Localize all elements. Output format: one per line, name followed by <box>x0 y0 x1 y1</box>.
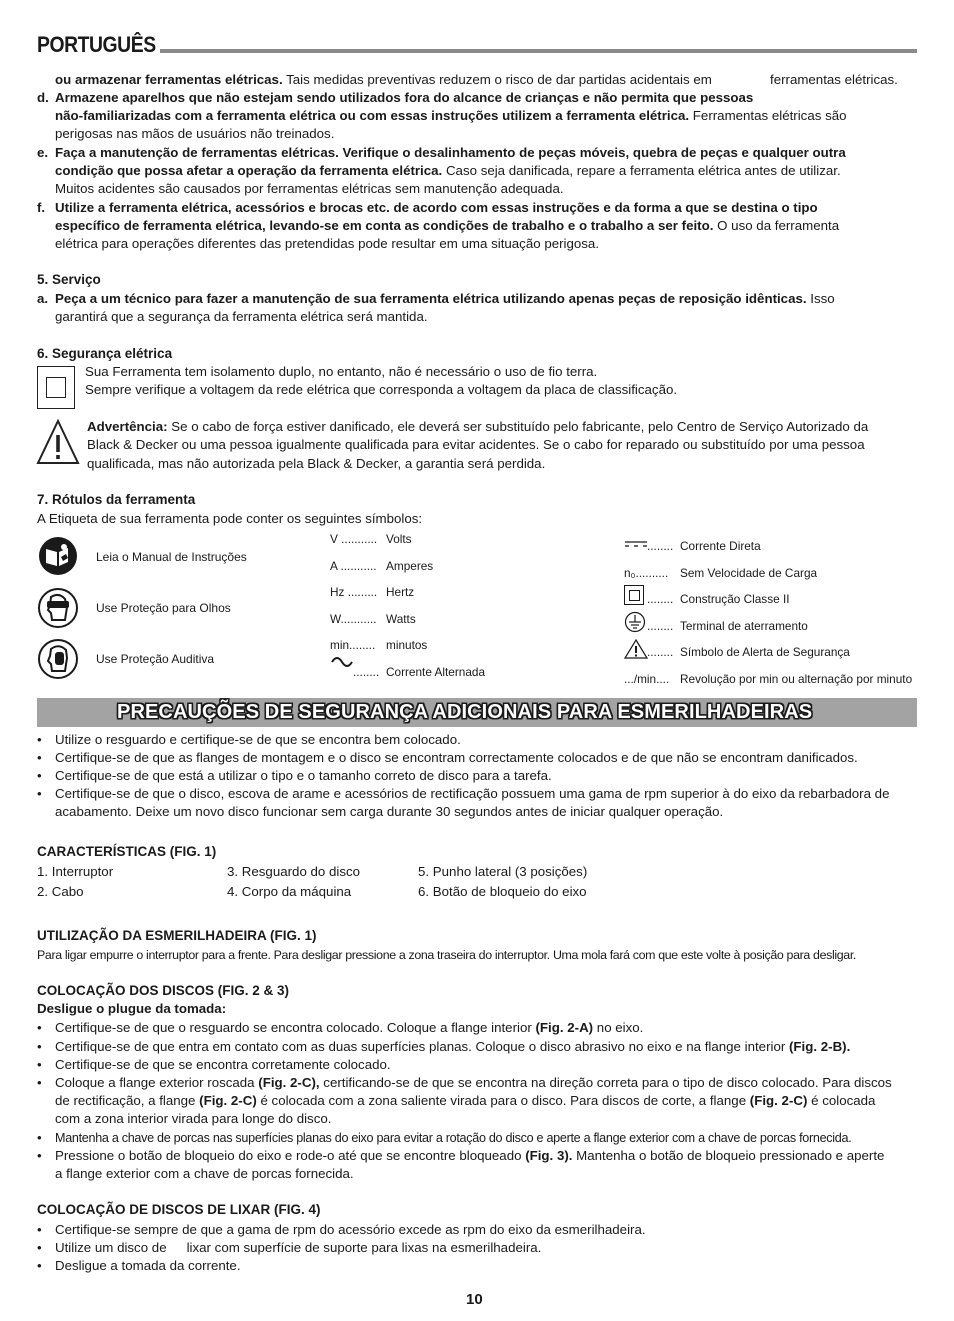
text: lixar com superfície de suporte para lixas na esmerilhadeira. <box>186 1240 542 1255</box>
item-f-line-1: Utilize a ferramenta elétrica, acessórios e brocas etc. de acordo com essas instruções e da forma a que se destina o tipo <box>55 200 818 215</box>
page-number: 10 <box>466 1291 483 1308</box>
warning-line-2: Black & Decker ou uma pessoa igualmente qualificada para evitar acidentes. Se o cabo for reparado ou substituído por uma pessoa <box>87 437 865 452</box>
page-title: PORTUGUÊS <box>37 32 156 57</box>
warning-label: Advertência: <box>87 419 168 434</box>
caracteristicas-heading: CARACTERÍSTICAS (FIG. 1) <box>37 844 217 859</box>
text: Pressione o botão de bloqueio do eixo e rode-o até que se encontre bloqueado <box>55 1148 522 1163</box>
servico-a-letter: a. <box>37 291 49 306</box>
bullet: • <box>37 1240 42 1255</box>
item-e-letter: e. <box>37 145 49 160</box>
unit-label-minutes: minutos <box>386 638 428 652</box>
bullet: • <box>37 1039 42 1054</box>
safety-alert-icon <box>624 638 648 660</box>
icon-label-ear: Use Proteção Auditiva <box>96 652 215 666</box>
item-f-letter: f. <box>37 200 46 215</box>
servico-a-line-2: garantirá que a segurança da ferramenta elétrica será mantida. <box>55 309 428 324</box>
bullet: • <box>37 1020 42 1035</box>
item-d-bold: não-familiarizadas com a ferramenta elétrica ou com essas instruções utilizem a ferramenta elétrica. <box>55 108 690 123</box>
bullet: • <box>37 1222 42 1237</box>
item-f-line-2 <box>55 217 839 235</box>
unit-symbol-volts: V ........... <box>330 532 378 546</box>
symbol-label-dc: Corrente Direta <box>680 539 761 553</box>
symbol-no-load: n₀.......... <box>624 566 669 580</box>
utilizacao-heading: UTILIZAÇÃO DA ESMERILHADEIRA (FIG. 1) <box>37 928 317 943</box>
feature-item: 4. Corpo da máquina <box>227 884 352 899</box>
item-d-line-2 <box>55 107 847 125</box>
colocacao-item-6-line-2: a flange exterior com a chave de porcas fornecida. <box>55 1166 354 1181</box>
bullet: • <box>37 1057 42 1072</box>
servico-heading: 5. Serviço <box>37 272 101 287</box>
colocacao-item-6-line-1 <box>55 1147 884 1165</box>
earth-terminal-icon <box>624 611 646 633</box>
text: Utilize um disco de <box>55 1240 167 1255</box>
unit-label-amperes: Amperes <box>386 559 434 573</box>
feature-item: 1. Interruptor <box>37 864 114 879</box>
servico-a-bold: Peça a um técnico para fazer a manutenção de sua ferramenta elétrica utilizando apenas peças de reposição idênticas. <box>55 291 807 306</box>
precaucao-item-4-line-2: acabamento. Deixe um novo disco funcionar sem carga durante 30 segundos antes de iniciar qualquer operação. <box>55 804 724 819</box>
item-d-letter: d. <box>37 90 49 105</box>
servico-a-text: Isso <box>810 291 835 306</box>
bullet: • <box>37 768 42 783</box>
symbol-class-ii-dots: ........ <box>647 592 674 606</box>
bullet: • <box>37 1258 42 1273</box>
bullet: • <box>37 1148 42 1163</box>
class-ii-small-icon <box>624 585 644 605</box>
symbol-dc-dots: ........ <box>647 539 674 553</box>
icon-label-manual: Leia o Manual de Instruções <box>96 550 247 564</box>
fig-ref: (Fig. 2-C) <box>199 1093 257 1108</box>
feature-item: 2. Cabo <box>37 884 84 899</box>
direct-current-icon <box>624 540 648 548</box>
precaucao-item-3: Certifique-se de que está a utilizar o tipo e o tamanho correto de disco para a tarefa. <box>55 768 552 783</box>
intro-line-1-right: ferramentas elétricas. <box>770 72 898 87</box>
colocacao-item-4-line-3: com a zona interior virada para longe do disco. <box>55 1111 332 1126</box>
servico-a-line-1 <box>55 290 835 308</box>
symbol-label-alert: Símbolo de Alerta de Segurança <box>680 645 850 659</box>
text: Certifique-se de que o resguardo se encontra colocado. Coloque a flange interior <box>55 1020 532 1035</box>
bullet: • <box>37 1075 42 1090</box>
symbol-label-no-load: Sem Velocidade de Carga <box>680 566 818 580</box>
colocacao-item-1 <box>55 1019 643 1037</box>
fig-ref: (Fig. 3). <box>525 1148 573 1163</box>
fig-ref: (Fig. 2-C) <box>749 1093 808 1108</box>
manual-icon <box>37 535 79 577</box>
precaucao-item-2: Certifique-se de que as flanges de montagem e o disco se encontram correctamente colocados e de que não se encontram danificados. <box>55 750 858 765</box>
lixar-item-3: Desligue a tomada da corrente. <box>55 1258 241 1273</box>
seguranca-line-1: Sua Ferramenta tem isolamento duplo, no entanto, não é necessário o uso de fio terra. <box>85 364 598 379</box>
fig-ref: (Fig. 2-C), <box>258 1075 320 1090</box>
precaucao-item-1: Utilize o resguardo e certifique-se de que se encontra bem colocado. <box>55 732 461 747</box>
rotulos-intro: A Etiqueta de sua ferramenta pode conter os seguintes símbolos: <box>37 511 423 526</box>
symbol-per-min: .../min.... <box>624 672 670 686</box>
feature-item: 6. Botão de bloqueio do eixo <box>418 884 587 899</box>
feature-item: 5. Punho lateral (3 posições) <box>418 864 588 879</box>
colocacao-item-2 <box>55 1038 850 1056</box>
text: é colocada <box>811 1093 876 1108</box>
colocacao-item-3: Certifique-se de que se encontra corretamente colocado. <box>55 1057 391 1072</box>
item-f-text: O uso da ferramenta <box>717 218 840 233</box>
warning-line-1 <box>87 418 868 436</box>
unit-symbol-ac: ........ <box>353 665 380 679</box>
fig-ref: (Fig. 2-A) <box>535 1020 594 1035</box>
unit-symbol-amperes: A ........... <box>330 559 377 573</box>
text: certificando-se de que se encontra na direção correta para o tipo de disco colocado. Para discos <box>323 1075 892 1090</box>
text: Coloque a flange exterior roscada <box>55 1075 255 1090</box>
seguranca-line-2: Sempre verifique a voltagem da rede elétrica que corresponda a voltagem da placa de classificação. <box>85 382 678 397</box>
colocacao-item-5: Mantenha a chave de porcas nas superfícies planas do eixo para evitar a rotação do disco e aperte a flange exterior com a chave de porcas fornecida. <box>55 1131 852 1145</box>
item-e-bold: condição que possa afetar a operação da ferramenta elétrica. <box>55 163 443 178</box>
header-rule <box>160 49 917 53</box>
bullet: • <box>37 1130 42 1145</box>
rotulos-heading: 7. Rótulos da ferramenta <box>37 492 196 507</box>
utilizacao-text: Para ligar empurre o interruptor para a frente. Para desligar pressione a zona traseira do interruptor. Uma mola fará com que este volte à posição para desligar. <box>37 948 857 962</box>
precaucao-item-4-line-1: Certifique-se de que o disco, escova de arame e acessórios de rectificação possuem uma gama de rpm superior à do eixo da rebarbadora de <box>55 786 890 801</box>
unit-label-hertz: Hertz <box>386 585 415 599</box>
intro-line-1 <box>55 71 712 89</box>
banner-title: PRECAUÇÕES DE SEGURANÇA ADICIONAIS PARA ESMERILHADEIRAS <box>117 701 813 723</box>
unit-symbol-minutes: min........ <box>330 638 376 652</box>
text: é colocada com a zona saliente virada para o disco. Para discos de corte, a flange <box>260 1093 747 1108</box>
unit-label-ac: Corrente Alternada <box>386 665 486 679</box>
item-e-line-1: Faça a manutenção de ferramentas elétricas. Verifique o desalinhamento de peças móveis, quebra de peças e qualquer outra <box>55 145 846 160</box>
colocacao-item-4-line-1 <box>55 1074 892 1092</box>
colocacao-subheading: Desligue o plugue da tomada: <box>37 1001 227 1016</box>
seguranca-heading: 6. Segurança elétrica <box>37 346 173 361</box>
colocacao-heading: COLOCAÇÃO DOS DISCOS (FIG. 2 & 3) <box>37 983 290 998</box>
lixar-heading: COLOCAÇÃO DE DISCOS DE LIXAR (FIG. 4) <box>37 1202 321 1217</box>
unit-symbol-hertz: Hz ......... <box>330 585 378 599</box>
bullet: • <box>37 732 42 747</box>
text: Mantenha o botão de bloqueio pressionado e aperte <box>576 1148 885 1163</box>
text: Certifique-se de que entra em contato com as duas superfícies planas. Coloque o disco abrasivo no eixo e na flange interior <box>55 1039 786 1054</box>
item-d-line-3: perigosas nas mãos de usuários não treinados. <box>55 126 335 141</box>
unit-label-volts: Volts <box>386 532 412 546</box>
text: de rectificação, a flange <box>55 1093 196 1108</box>
item-d-line-1: Armazene aparelhos que não estejam sendo utilizados fora do alcance de crianças e não permita que pessoas <box>55 90 754 105</box>
warning-line-3: qualificada, mas não autorizada pela Black & Decker, a garantia será perdida. <box>87 456 546 471</box>
item-e-line-2 <box>55 162 841 180</box>
symbol-earth-dots: ........ <box>647 619 674 633</box>
bullet: • <box>37 786 42 801</box>
text: no eixo. <box>596 1020 644 1035</box>
item-e-text: Caso seja danificada, repare a ferramenta elétrica antes de utilizar. <box>445 163 841 178</box>
icon-label-eye: Use Proteção para Olhos <box>96 601 231 615</box>
item-f-line-3: elétrica para operações diferentes das pretendidas pode resultar em uma situação perigosa. <box>55 236 600 251</box>
intro-text: Tais medidas preventivas reduzem o risco de dar partidas acidentais em <box>286 72 712 87</box>
intro-bold: ou armazenar ferramentas elétricas. <box>55 72 283 87</box>
symbol-label-per-min: Revolução por min ou alternação por minuto <box>680 672 913 686</box>
unit-label-watts: Watts <box>386 612 416 626</box>
class-ii-icon <box>37 366 75 409</box>
item-f-bold: específico de ferramenta elétrica, levando-se em conta as condições de trabalho e o trabalho a ser feito. <box>55 218 714 233</box>
lixar-item-1: Certifique-se sempre de que a gama de rpm do acessório excede as rpm do eixo da esmerilhadeira. <box>55 1222 646 1237</box>
fig-ref: (Fig. 2-B). <box>788 1039 851 1054</box>
symbol-label-class-ii: Construção Classe II <box>680 592 790 606</box>
bullet: • <box>37 750 42 765</box>
lixar-item-2 <box>55 1239 541 1257</box>
colocacao-item-4-line-2 <box>55 1092 875 1110</box>
eye-protection-icon <box>37 587 79 629</box>
item-e-line-3: Muitos acidentes são causados por ferramentas elétricas sem manutenção adequada. <box>55 181 564 196</box>
warning-triangle-icon <box>36 418 80 466</box>
feature-item: 3. Resguardo do disco <box>227 864 361 879</box>
unit-symbol-watts: W........... <box>330 612 377 626</box>
ear-protection-icon <box>37 638 79 680</box>
symbol-label-earth: Terminal de aterramento <box>680 619 808 633</box>
item-d-text: Ferramentas elétricas são <box>692 108 847 123</box>
symbol-alert-dots: ........ <box>647 645 674 659</box>
warning-text: Se o cabo de força estiver danificado, ele deverá ser substituído pelo fabricante, pelo Centro de Serviço Autorizado da <box>171 419 869 434</box>
alternating-current-icon <box>330 654 354 670</box>
